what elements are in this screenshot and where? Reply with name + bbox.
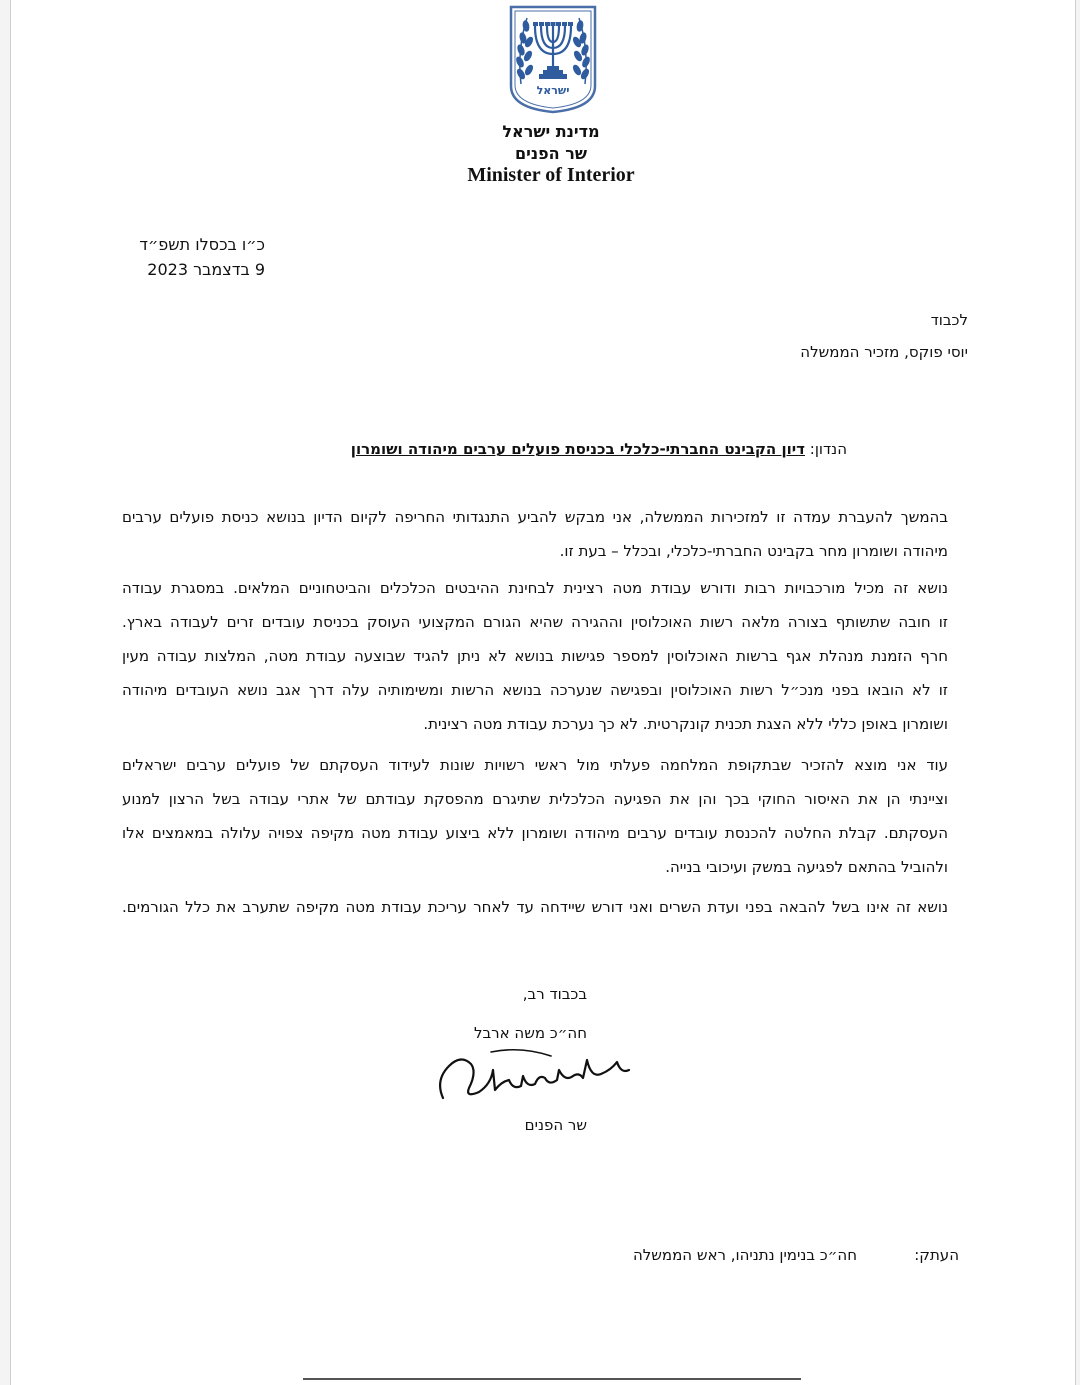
letter-page (10, 0, 1076, 1385)
body-paragraph-1 (122, 500, 948, 568)
body-line: וציינתי הן את האיסור החוקי בכך והן את הפגיעה הכלכלית שתיגרם מהפסקת עבודתם של אתרי עבודה בשל הרצון למנוע (122, 790, 948, 808)
body-paragraph-4 (122, 890, 948, 924)
israel-emblem-icon (507, 4, 599, 114)
body-line: זו לא הובאו בפני מנכ״ל רשות האוכלוסין ובפגישה שנערכה בנושא הרשות ומשימותיה עלה דרך אגב נושא העובדים מיהודה (122, 681, 948, 699)
subject-label: הנדון: (805, 440, 847, 458)
handwritten-signature (431, 1040, 641, 1110)
cc-recipient: חה״כ בנימין נתניהו, ראש הממשלה (632, 1246, 857, 1264)
body-paragraph-3 (122, 748, 948, 884)
ministry-name-english: Minister of Interior (467, 164, 635, 186)
body-line: בהמשך להעברת עמדה זו למזכירות הממשלה, אני מבקש להביע התנגדותי החריפה לקיום הדיון בנושא כניסת פועלים ערבים (122, 508, 948, 526)
signer-name: חה״כ משה ארבל (473, 1024, 587, 1042)
date-gregorian: 9 בדצמבר 2023 (147, 260, 265, 279)
body-line: ושומרון באופן כללי ללא הצגת תכנית קונקרטית. לא כך נערכת עבודת מטה רצינית. (423, 715, 948, 733)
body-line: מיהודה ושומרון מחר בקבינט החברתי-כלכלי, ובכלל – בעת זו. (559, 542, 948, 560)
subject-line (351, 440, 847, 458)
salutation: לכבוד (930, 311, 968, 329)
body-line: נושא זה אינו בשל להבאה בפני ועדת השרים ואני דורש שיידחה עד לאחר עריכת עבודת מטה מקיפה שתערב את כלל הגורמים. (122, 898, 948, 916)
signer-title: שר הפנים (524, 1116, 587, 1134)
ministry-name-hebrew: שר הפנים (515, 144, 587, 163)
date-hebrew: כ״ו בכסלו תשפ״ד (139, 235, 265, 254)
svg-text:ישראל: ישראל (536, 84, 570, 97)
body-line: עוד אני מוצא להזכיר שבתקופת המלחמה פעלתי מול ראשי רשויות שונות לעידוד העסקתם של פועלים ערבים ישראלים (122, 756, 948, 774)
recipient-name: יוסי פוקס, מזכיר הממשלה (800, 343, 968, 361)
closing-regards: בכבוד רב, (522, 985, 587, 1003)
body-line: חרף הזמנת מנהלת אגף ברשות האוכלוסין למספר פגישות בנושא לא ניתן להגיד שבוצעה עבודת מטה, המלצות עבודה מעין (122, 647, 948, 665)
body-line: זו חובה שתשותף בצורה מלאה רשות האוכלוסין וההגירה שהיא הגורם המקצועי העוסק בכניסת עובדים זרים לעבודה בארץ. (122, 613, 948, 631)
cc-label: העתק: (914, 1246, 959, 1264)
state-name: מדינת ישראל (502, 122, 600, 141)
body-paragraph-2 (122, 571, 948, 741)
body-line: נושא זה מכיל מורכבויות רבות ודורש עבודת מטה רצינית לבחינת ההיבטים הכלכלים והביטחוניים המלאים. במסגרת עבודה (122, 579, 948, 597)
subject-text: דיון הקבינט החברתי-כלכלי בכניסת פועלים ערבים מיהודה ושומרון (350, 440, 805, 458)
footer-divider (303, 1378, 801, 1380)
body-line: ולהוביל בהתאם לפגיעה במשק ועיכובי בנייה. (665, 858, 948, 876)
body-line: העסקתם. קבלת החלטה להכנסת עובדים ערבים מיהודה ושומרון ללא ביצוע עבודת מטה מקיפה צפויה עלולה במאמצים אלו (122, 824, 948, 842)
